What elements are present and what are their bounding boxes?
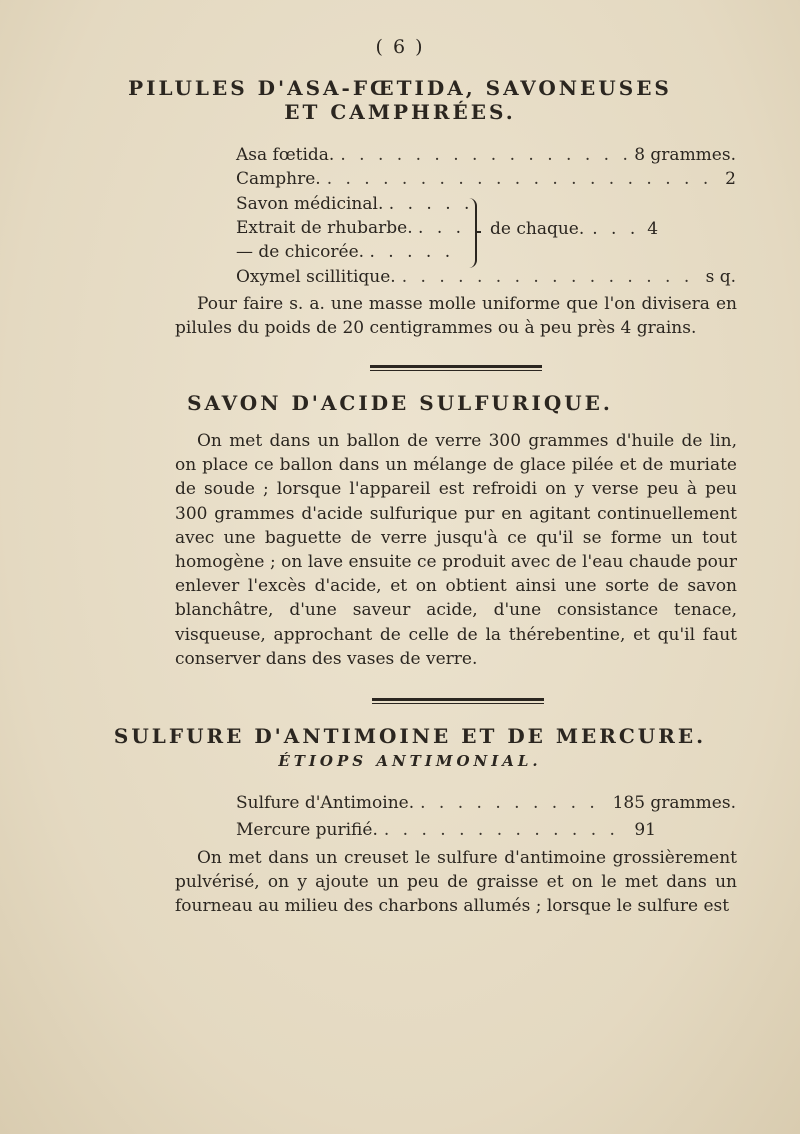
ingredient-name: Extrait de rhubarbe. [236, 218, 413, 238]
curly-brace-tip [475, 231, 481, 233]
brace-quantity [490, 219, 730, 239]
ingredient-row [236, 194, 473, 218]
ingredient-name: Savon médicinal. [236, 194, 384, 214]
ingredient-qty: 91 [634, 820, 656, 840]
leader-dots [327, 169, 719, 189]
ingredient-name: — de chicorée. [236, 242, 365, 262]
brace-label: de chaque. [490, 219, 585, 239]
curly-brace [465, 198, 477, 268]
section2-paragraph: On met dans un ballon de verre 300 grammes d'huile de lin, on place ce ballon dans un mélange de glace pilée et de muriate de soude ; lorsque l'appareil est refroidi on y verse peu à peu 300 grammes d'acide sulfurique pur en agitant continuellement avec une baguette de verre jusqu'à ce qu'il se forme un tout homogène ; on lave ensuite ce produit avec de l'eau chaude pour enlever l'excès d'acide, et on obtient ainsi une sorte de savon blanchâtre, d'une saveur acide, d'une consistance tenace, visqueuse, approchant de celle de la thérebentine, et qu'il faut conserver dans des vases de verre. [175, 431, 737, 669]
ingredient-row [236, 218, 465, 242]
ingredient-name: Asa fœtida. [236, 145, 335, 165]
ingredient-name: Sulfure d'Antimoine. [236, 793, 415, 813]
ingredient-row [236, 793, 736, 817]
page-number: ( 6 ) [375, 36, 425, 58]
ingredient-row [236, 145, 736, 169]
section1-paragraph: Pour faire s. a. une masse molle uniforme que l'on divisera en pilules du poids de 20 centigrammes ou à peu près 4 grains. [175, 294, 737, 339]
section3-title: SULFURE D'ANTIMOINE ET DE MERCURE. [113, 724, 707, 748]
section-rule [370, 365, 542, 368]
leader-dots [402, 267, 700, 287]
section-rule [372, 698, 544, 701]
ingredient-qty: 8 grammes. [634, 145, 736, 165]
leader-dots: . . . [418, 218, 466, 238]
section2-title: SAVON D'ACIDE SULFURIQUE. [187, 391, 613, 415]
ingredient-name: Mercure purifié. [236, 820, 378, 840]
section1-title-line2: ET CAMPHRÉES. [284, 100, 516, 124]
ingredient-qty: s q. [705, 267, 736, 287]
brace-qty: 4 [647, 219, 659, 239]
ingredient-qty: 185 grammes. [612, 793, 736, 813]
ingredient-row [236, 169, 736, 193]
section3-paragraph: On met dans un creuset le sulfure d'antimoine grossièrement pulvérisé, on y ajoute un peu de graisse et on le met dans un fourneau au milieu des charbons allumés ; lorsque le sulfure est [175, 848, 737, 917]
section1-title-line1: PILULES D'ASA-FŒTIDA, SAVONEUSES [128, 76, 672, 100]
leader-dots: . . . . . [388, 194, 474, 214]
leader-dots [340, 145, 628, 165]
ingredient-qty: 2 [725, 169, 736, 189]
leader-dots [384, 820, 629, 840]
leader-dots: . . . . . [369, 242, 455, 262]
leader-dots: . . . [592, 219, 640, 239]
ingredient-row [236, 820, 656, 844]
leader-dots [420, 793, 606, 813]
ingredient-row [236, 242, 454, 266]
section3-subtitle: ÉTIOPS ANTIMONIAL. [278, 752, 542, 770]
ingredient-name: Camphre. [236, 169, 321, 189]
ingredient-row [236, 267, 736, 291]
ingredient-name: Oxymel scillitique. [236, 267, 396, 287]
